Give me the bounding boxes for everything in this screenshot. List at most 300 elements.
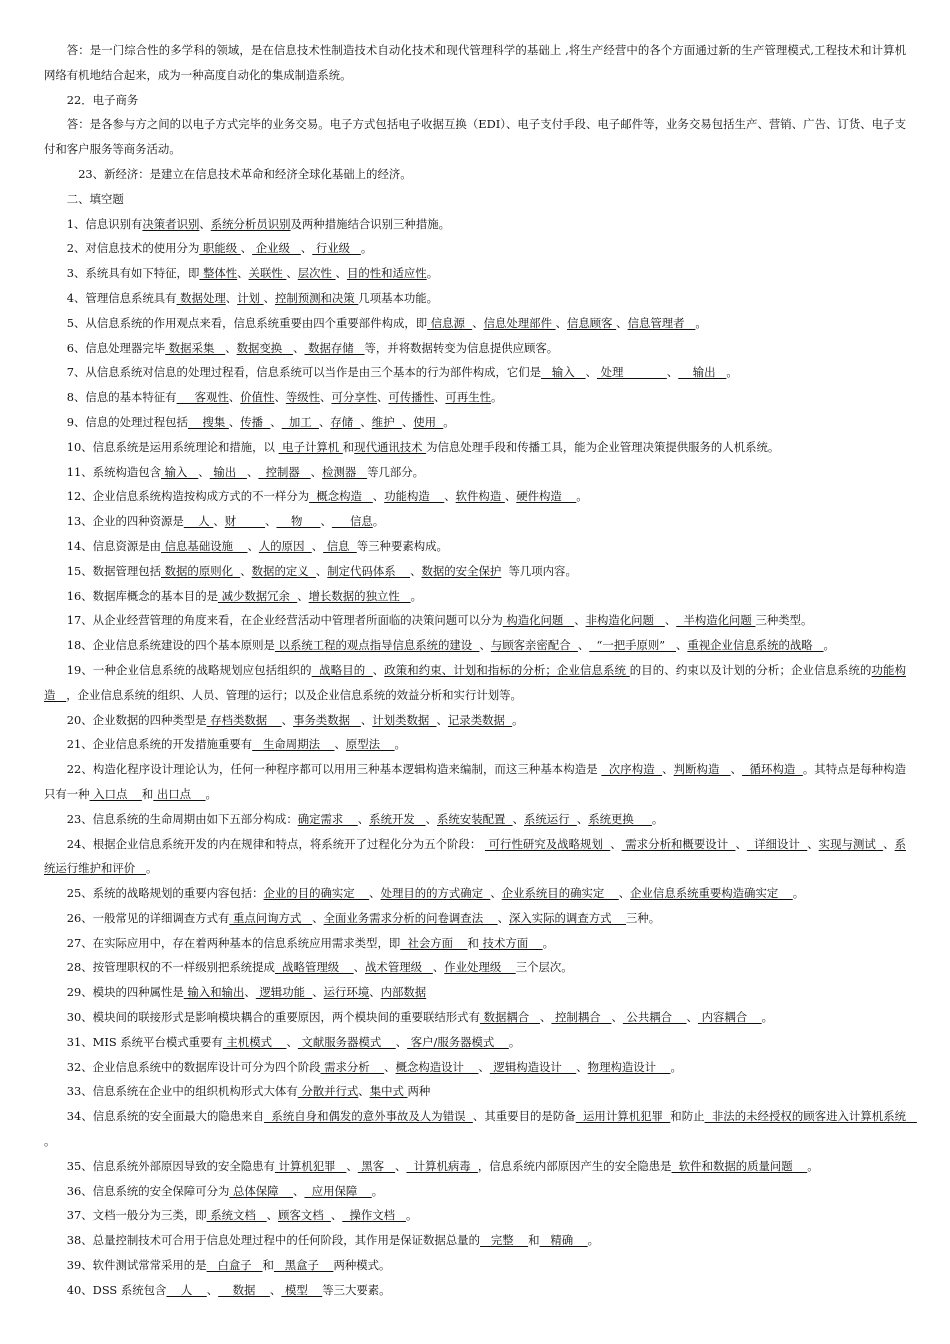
text-run: 19、一种企业信息系统的战略规划应包括组织的 [66, 662, 312, 677]
blank-answer: 硬件构造 [516, 489, 577, 504]
blank-answer: 软件构造 [455, 489, 505, 504]
blank-answer: 计算机病毒 [406, 1158, 478, 1173]
blank-answer: 深入实际的调查方式 [508, 910, 626, 925]
text-run: 、 [686, 1010, 698, 1025]
blank-answer: 内部数据 [380, 985, 427, 1000]
text-run: 及两种措施结合识别三种措施。 [290, 216, 450, 231]
blank-answer: 概念构造 [309, 489, 373, 504]
blank-answer: 以系统工程的观点指导信息系统的建设 [274, 638, 480, 653]
blank-answer: 作业处理级 [444, 960, 516, 975]
blank-answer: 控制耦合 [551, 1010, 612, 1025]
blank-answer: 信息处理部件 [483, 315, 556, 330]
text-run: 、 [384, 1059, 396, 1074]
text-run: 16、数据库概念的基本目的是 [66, 588, 218, 603]
blank-answer: 全面业务需求分析的问卷调查法 [323, 910, 498, 925]
text-run: 、 [286, 266, 298, 281]
text-run: 、 [228, 414, 241, 429]
blank-answer: 决策者识别 [142, 216, 200, 231]
blank-answer: 确定需求 [297, 811, 358, 826]
blank-answer: 精确 [539, 1233, 588, 1248]
blank-answer: 控制预测和决策 [274, 290, 359, 305]
blank-answer: 运用计算机犯罪 [575, 1109, 671, 1124]
text-run: 7、从信息系统对信息的处理过程看，信息系统可以当作是由三个基本的行为部件构成，它们是 [66, 365, 542, 380]
blank-answer: 与顾客亲密配合 [490, 638, 578, 653]
blank-answer: 维护 [371, 414, 402, 429]
text-run: 、 [577, 638, 590, 653]
text-run: 、 [369, 985, 381, 1000]
paragraph [44, 1203, 906, 1228]
text-run: 、 [360, 712, 373, 727]
blank-answer: 数据耦合 [479, 1010, 541, 1025]
paragraph [44, 534, 906, 559]
text-run: 14、信息资源是由 [66, 538, 162, 553]
text-run: 3、系统具有如下特征，即 [66, 266, 200, 281]
text-run: 三个层次。 [515, 960, 573, 975]
text-run: 、 [270, 414, 282, 429]
text-run: 、 [883, 836, 895, 851]
blank-answer: 系统自身和偶发的意外事故及人为错误 [264, 1109, 473, 1124]
text-run: 。 [807, 1158, 819, 1173]
text-run: 、 [432, 960, 445, 975]
text-run: 、 [372, 489, 385, 504]
text-run: 。 [146, 861, 158, 876]
blank-answer: 行业级 [312, 241, 361, 256]
blank-answer: 公共耦合 [622, 1010, 687, 1025]
text-run: 、 [576, 1059, 588, 1074]
text-run: 、 [244, 985, 256, 1000]
text-run: 等三大要素。 [322, 1282, 391, 1297]
text-run: 8、信息的基本特征有 [66, 390, 177, 405]
text-run: 13、企业的四种资源是 [66, 514, 184, 529]
text-run: 等三种要素构成。 [356, 538, 448, 553]
text-run: 、 [286, 1034, 298, 1049]
text-run: 、 [358, 1084, 370, 1099]
text-run: 、 [199, 216, 211, 231]
text-run: ，企业信息系统的组织、人员、管理的运行；以及企业信息系统的效益分析和实行计划等。 [66, 687, 522, 702]
text-run: 。 [792, 886, 805, 901]
blank-answer: 企业信息系统重要构造确实定 [630, 886, 793, 901]
text-run: 、 [425, 811, 438, 826]
blank-answer: 计划 [237, 290, 264, 305]
blank-answer: 战术管理级 [365, 960, 433, 975]
text-run: 、 [490, 886, 502, 901]
text-run: 12、企业信息系统构造按构成方式的不一样分为 [66, 489, 310, 504]
text-run: 30、模块间的联接形式是影响模块耦合的重要原因，两个模块间的重要联结形式有 [66, 1010, 480, 1025]
text-run: 、 [666, 365, 679, 380]
text-run: 、 [274, 390, 286, 405]
paragraph [44, 1030, 906, 1055]
paragraph [44, 906, 906, 931]
text-run: 31、MIS 系统平台模式重要有 [66, 1034, 223, 1049]
text-run: 和 [262, 1258, 274, 1273]
text-run: 、 [225, 340, 237, 355]
text-run: 、 [436, 712, 448, 727]
text-run: 、 [357, 811, 370, 826]
text-run: 。 [823, 638, 835, 653]
blank-answer: 非构造化问题 [585, 613, 665, 628]
text-run: 答：是一门综合性的多学科的领域，是在信息技术性制造技术自动化技术和现代管理科学的基础上 ,将生产经营中的各个方面通过新的生产管理模式,工程技术和计算机网络有机地结合起来，成为一种高度自动化的集成制造系统。 [44, 43, 906, 82]
text-run: 的目的、约束以及计划的分析；企业信息系统的 [629, 662, 872, 677]
blank-answer: 功能构造 [44, 662, 906, 702]
text-run: 22．电子商务 [66, 92, 139, 107]
paragraph [44, 435, 906, 460]
paragraph [44, 1154, 906, 1179]
paragraph [44, 360, 906, 385]
blank-answer: 物理构造设计 [587, 1059, 671, 1074]
text-run: 三种类型。 [755, 613, 813, 628]
blank-answer: 完整 [479, 1233, 529, 1248]
text-run: 、 [662, 762, 674, 777]
text-run: 、 [395, 1158, 407, 1173]
text-run: 39、软件测试常常采用的是 [66, 1258, 207, 1273]
paragraph [44, 732, 906, 757]
blank-answer: 输入 [541, 365, 586, 380]
text-run: 10、信息系统是运用系统理论和措施，以 [66, 439, 279, 454]
blank-answer: “一把手原则” [589, 638, 676, 653]
paragraph [44, 187, 906, 212]
blank-answer: 信息 [323, 538, 357, 553]
text-run: 、 [266, 1208, 279, 1223]
blank-answer: 操作文档 [342, 1208, 406, 1223]
blank-answer: 整体性 [199, 266, 238, 281]
paragraph [44, 980, 906, 1005]
blank-answer: 战略管理级 [274, 960, 354, 975]
text-run: 、 [540, 1010, 552, 1025]
text-run: 36、信息系统的安全保障可分为 [66, 1183, 230, 1198]
text-run: 、 [664, 613, 677, 628]
text-run: 等几部分。 [367, 464, 425, 479]
text-run: 、 [320, 514, 332, 529]
text-run: 等，并将数据转变为信息提供应顾客。 [364, 340, 559, 355]
text-run: 。 [670, 1059, 682, 1074]
text-run: 、 [611, 1010, 623, 1025]
blank-answer: 制定代码体系 [327, 563, 411, 578]
text-run: 。 [490, 390, 503, 405]
text-run: 和 [342, 439, 355, 454]
text-run: 、 [585, 365, 597, 380]
text-run: 、 [312, 985, 324, 1000]
text-run: 。 [44, 1134, 56, 1149]
paragraph [44, 708, 906, 733]
blank-answer: 存储 [330, 414, 361, 429]
text-run: 。 [360, 241, 373, 256]
blank-answer: 数据的定义 [251, 563, 316, 578]
blank-answer: 记录类数据 [447, 712, 513, 727]
blank-answer: 概念构造设计 [395, 1059, 479, 1074]
text-run: 、 [315, 563, 328, 578]
blank-answer: 白盒子 [206, 1258, 263, 1273]
text-run: 32、企业信息系统中的数据库设计可分为四个阶段 [66, 1059, 321, 1074]
blank-answer: 可再生性 [445, 390, 491, 405]
blank-answer: 生命周期法 [252, 737, 335, 752]
text-run: 17、从企业经营管理的角度来看，在企业经营活动中管理者所面临的决策问题可以分为 [66, 613, 503, 628]
text-run: 、 [377, 390, 389, 405]
blank-answer: 搜集 [187, 414, 229, 429]
text-run: 、 [213, 514, 225, 529]
blank-answer: 模型 [281, 1282, 323, 1297]
blank-answer: 企业级 [252, 241, 301, 256]
blank-answer: 重视企业信息系统的战略 [687, 638, 824, 653]
text-run: 23、新经济：是建立在信息技术革命和经济全球化基础上的经济。 [78, 166, 412, 181]
blank-answer: 功能构造 [384, 489, 445, 504]
blank-answer: 实现与测试 [818, 836, 884, 851]
text-run: 。 [410, 588, 423, 603]
text-run: 1、信息识别有 [66, 216, 143, 231]
text-run: 18、企业信息系统建设的四个基本原则是 [66, 638, 275, 653]
paragraph [44, 88, 906, 113]
text-run: 、 [444, 489, 456, 504]
text-run: 、 [228, 390, 241, 405]
text-run: 、 [610, 836, 622, 851]
text-run: 40、DSS 系统包含 [66, 1282, 167, 1297]
text-run: 37、文档一般分为三类，即 [66, 1208, 207, 1223]
text-run: 、 [297, 588, 309, 603]
paragraph [44, 336, 906, 361]
blank-answer: 数据存储 [304, 340, 365, 355]
blank-answer: 逻辑功能 [255, 985, 313, 1000]
blank-answer: 系统开发 [369, 811, 426, 826]
blank-answer: 传播 [240, 414, 271, 429]
paragraph [44, 509, 906, 534]
text-run: 、 [497, 910, 509, 925]
text-run: 2、对信息技术的使用分为 [66, 241, 200, 256]
blank-answer: 黑客 [357, 1158, 396, 1173]
paragraph [44, 807, 906, 832]
text-run: 、 [472, 315, 484, 330]
text-run: 、 [395, 1034, 408, 1049]
text-run: 15、数据管理包括 [66, 563, 162, 578]
blank-answer: 财 [224, 514, 266, 529]
text-run: 35、信息系统外部原因导致的安全隐患有 [66, 1158, 275, 1173]
text-run: 、 [675, 638, 688, 653]
blank-answer: 系统文档 [206, 1208, 267, 1223]
text-run: 、 [730, 762, 743, 777]
paragraph [44, 757, 906, 807]
text-run: 、 [512, 811, 525, 826]
text-run: 25、系统的战略规划的重要内容包括： [66, 886, 264, 901]
text-run: 两种 [407, 1084, 431, 1099]
blank-answer: 系统更换 [588, 811, 652, 826]
paragraph [44, 236, 906, 261]
text-run: 6、信息处理器完毕 [66, 340, 166, 355]
text-run: 和 [528, 1233, 540, 1248]
text-run: 。 [508, 1034, 521, 1049]
paragraph [44, 1253, 906, 1278]
text-run: 、 [240, 563, 252, 578]
blank-answer: 非法的未经授权的顾客进入计算机系统 [704, 1109, 917, 1124]
blank-answer: 输入和输出 [183, 985, 245, 1000]
text-run: 33、信息系统在企业中的组织机构形式大体有 [66, 1084, 298, 1099]
paragraph [44, 1079, 906, 1104]
text-run: 、 [293, 340, 305, 355]
blank-answer: 黑盒子 [273, 1258, 334, 1273]
text-run: 、 [265, 514, 277, 529]
blank-answer: 关联性 [248, 266, 287, 281]
blank-answer: 系统运行 [524, 811, 577, 826]
text-run: 、 [247, 538, 259, 553]
paragraph [44, 38, 906, 88]
blank-answer: 软件和数据的质量问题 [671, 1158, 808, 1173]
text-run: 、 [478, 1059, 490, 1074]
blank-answer: 系统安装配置 [437, 811, 513, 826]
text-run: 。 [726, 365, 738, 380]
text-run: 、 [318, 414, 331, 429]
text-run: 、 [346, 1158, 358, 1173]
blank-answer: 构造化问题 [502, 613, 575, 628]
blank-answer: 应用保障 [304, 1183, 372, 1198]
blank-answer: 次序构造 [601, 762, 663, 777]
blank-answer: 技术方面 [478, 935, 543, 950]
text-run: 、 [225, 290, 238, 305]
text-run: 、 [311, 538, 324, 553]
text-run: 、 [618, 886, 631, 901]
blank-answer: 重点问询方式 [229, 910, 313, 925]
text-run: 23、信息系统的生命周期由如下五部分构成： [66, 811, 298, 826]
paragraph [44, 1278, 906, 1303]
paragraph [44, 931, 906, 956]
paragraph [44, 212, 906, 237]
blank-answer: 战略目的 [311, 662, 373, 677]
blank-answer: 信息顾客 [566, 315, 617, 330]
blank-answer: 逻辑构造设计 [489, 1059, 577, 1074]
paragraph [44, 162, 906, 187]
blank-answer: 出口点 [153, 786, 206, 801]
blank-answer: 顾客文档 [278, 1208, 331, 1223]
blank-answer: 信息管理者 [627, 315, 696, 330]
blank-answer: 政策和约束、计划和指标的分析；企业信息系统 [384, 662, 630, 677]
blank-answer: 电子计算机 [278, 439, 343, 454]
text-run: 24、根据企业信息系统开发的内在规律和特点，将系统开了过程化分为五个阶段： [66, 836, 485, 851]
text-run: 27、在实际应用中，存在着两种基本的信息系统应用需求类型，即 [66, 935, 401, 950]
text-run: 。 [394, 737, 406, 752]
text-run: 、 [735, 836, 747, 851]
blank-answer: 可行性研究及战略规划 [484, 836, 611, 851]
text-run: 答：是各参与方之间的以电子方式完毕的业务交易。电子方式包括电子收据互换（EDI）、电子支付手段、电子邮件等，业务交易包括生产、营销、广告、订货、电子支付和客户服务等商务活动。 [44, 117, 906, 157]
text-run: 。 [542, 935, 555, 950]
text-run: 、 [576, 811, 589, 826]
text-run: 、 [479, 638, 491, 653]
blank-answer: 运行环境 [323, 985, 370, 1000]
blank-answer: 层次性 [297, 266, 336, 281]
text-run: 。 [761, 1010, 774, 1025]
blank-answer: 需求分析 [320, 1059, 385, 1074]
blank-answer: 人的原因 [258, 538, 312, 553]
blank-answer: 目的性和适应性 [346, 266, 427, 281]
text-run: 为信息处理手段和传播工具，能为企业管理决策提供服务的人机系统。 [426, 439, 780, 454]
text-run: 、 [237, 266, 249, 281]
text-run: 21、企业信息系统的开发措施重要有 [66, 737, 253, 752]
text-run: 和防止 [670, 1109, 705, 1124]
paragraph [44, 311, 906, 336]
text-run: 、 [616, 315, 628, 330]
blank-answer: 原型法 [345, 737, 395, 752]
text-run: 二、填空题 [66, 191, 124, 206]
text-run: 、 [263, 290, 275, 305]
text-run: 、其重要目的是防备 [472, 1109, 576, 1124]
text-run: 、 [198, 464, 210, 479]
blank-answer: 主机模式 [222, 1034, 287, 1049]
text-run: 等几项内容。 [501, 563, 577, 578]
blank-answer: 输出 [678, 365, 727, 380]
blank-answer: 企业系统目的确实定 [501, 886, 619, 901]
blank-answer: 客户/服务器模式 [407, 1034, 509, 1049]
blank-answer: 检测器 [322, 464, 368, 479]
paragraph [44, 385, 906, 410]
text-run: 、 [504, 489, 517, 504]
text-run: 29、模块的四种属性是 [66, 985, 184, 1000]
blank-answer: 系统运行维护和评价 [44, 836, 906, 876]
text-run: 9、信息的处理过程包括 [66, 414, 188, 429]
blank-answer: 现代通讯技术 [354, 439, 427, 454]
text-run: 、 [206, 1282, 219, 1297]
paragraph [44, 832, 906, 882]
text-run: 、 [401, 414, 414, 429]
text-run: 。其特点是每种构造只有一种 [44, 762, 906, 801]
paragraph [44, 608, 906, 633]
paragraph [44, 286, 906, 311]
blank-answer: 入口点 [89, 786, 142, 801]
text-run: 22、构造化程序设计理论认为，任何一种程序都可以用用三种基本逻辑构造来编制，而这三种基本构造是 [66, 762, 602, 777]
paragraph [44, 881, 906, 906]
blank-answer: 内容耦合 [697, 1010, 762, 1025]
text-run: 、 [320, 390, 332, 405]
blank-answer: 总体保障 [229, 1183, 294, 1198]
text-run: 11、系统构造包含 [66, 464, 162, 479]
text-run: 20、企业数据的四种类型是 [66, 712, 207, 727]
paragraph [44, 1104, 917, 1154]
blank-answer: 集中式 [369, 1084, 408, 1099]
blank-answer: 输入 [161, 464, 199, 479]
blank-answer: 可传播性 [388, 390, 434, 405]
blank-answer: 信息 [331, 514, 373, 529]
blank-answer: 系统分析员识别 [210, 216, 291, 231]
text-run: 、 [281, 712, 294, 727]
paragraph [44, 633, 906, 658]
blank-answer: 加工 [281, 414, 319, 429]
text-run: 。 [695, 315, 707, 330]
blank-answer: 使用 [413, 414, 444, 429]
text-run: 、 [807, 836, 819, 851]
blank-answer: 数据 [218, 1282, 270, 1297]
blank-answer: 需求分析和概要设计 [621, 836, 736, 851]
text-run: 。 [651, 811, 664, 826]
blank-answer: 存档类数据 [206, 712, 282, 727]
text-run: 。 [405, 1208, 418, 1223]
text-run: 、 [555, 315, 567, 330]
paragraph [44, 559, 906, 584]
text-run: 、 [372, 662, 385, 677]
blank-answer: 社会方面 [400, 935, 468, 950]
blank-answer: 价值性 [240, 390, 275, 405]
text-run: 。 [576, 489, 588, 504]
paragraph [44, 410, 906, 435]
text-run: 两种模式。 [333, 1258, 391, 1273]
text-run: 。 [371, 1183, 384, 1198]
text-run: 4、管理信息系统具有 [66, 290, 177, 305]
text-run: 、 [369, 886, 381, 901]
text-run: 、 [335, 266, 347, 281]
blank-answer: 可分享性 [331, 390, 378, 405]
paragraph [44, 1055, 906, 1080]
blank-answer: 客观性 [176, 390, 229, 405]
text-run: 三种。 [625, 910, 661, 925]
paragraph [44, 460, 906, 485]
blank-answer: 计算机犯罪 [274, 1158, 347, 1173]
blank-answer: 数据变换 [236, 340, 294, 355]
text-run: 、 [353, 960, 366, 975]
blank-answer: 循环构造 [742, 762, 803, 777]
blank-answer: 详细设计 [746, 836, 808, 851]
